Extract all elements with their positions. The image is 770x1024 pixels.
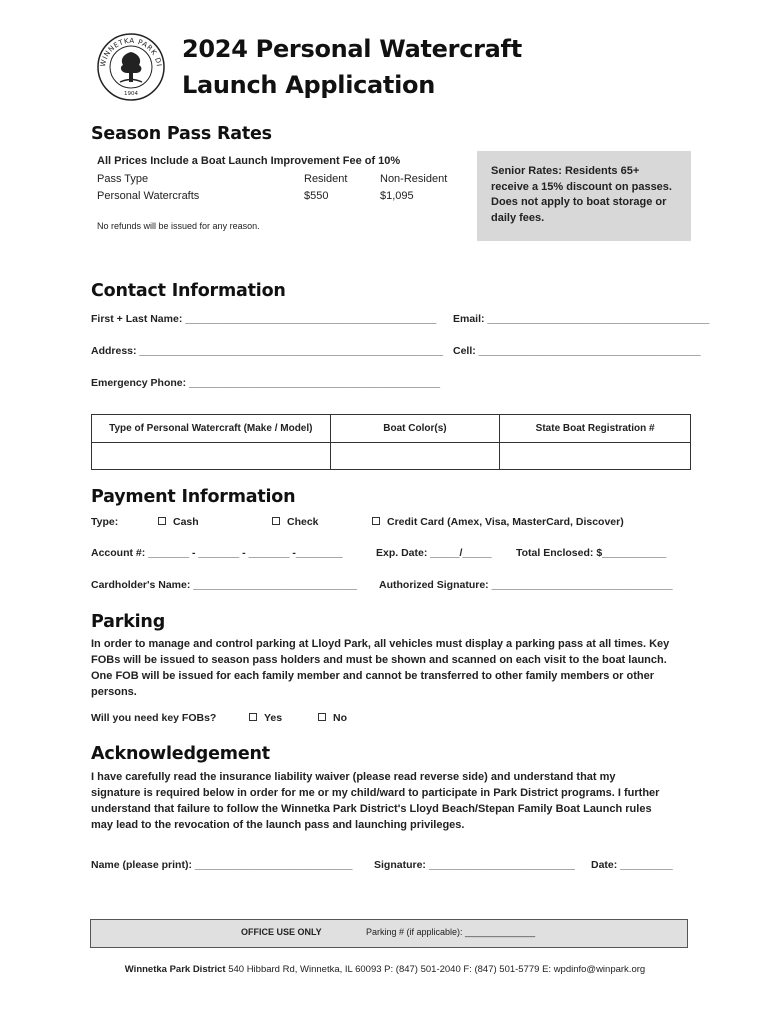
park-district-logo — [96, 32, 166, 102]
print-name-field[interactable]: Name (please print): ___________________________ — [91, 859, 353, 871]
refund-note: No refunds will be issued for any reason. — [97, 221, 260, 231]
row-pass-type: Personal Watercrafts — [97, 190, 200, 202]
parking-line-4: persons. — [91, 686, 137, 698]
parking-heading: Parking — [91, 612, 166, 632]
watercraft-table — [91, 414, 691, 470]
col-registration: State Boat Registration # — [500, 415, 691, 443]
footer-contact — [0, 964, 770, 975]
cell-field[interactable]: Cell: ______________________________________ — [453, 345, 701, 357]
exp-date-field[interactable]: Exp. Date: _____/_____ — [376, 547, 492, 559]
page-title-line1: 2024 Personal Watercraft — [182, 35, 522, 63]
fob-no-option[interactable] — [318, 712, 347, 724]
payment-heading: Payment Information — [91, 487, 296, 507]
boat-color-cell[interactable] — [330, 443, 500, 470]
fob-yes-label: Yes — [264, 712, 283, 724]
authorized-signature-field[interactable]: Authorized Signature: _______________________________ — [379, 579, 673, 591]
parking-line-2: FOBs will be issued to season pass holders and must be shown and scanned on each visit to the boat launch. — [91, 654, 667, 666]
col-resident: Resident — [304, 173, 348, 185]
cash-checkbox-icon[interactable] — [158, 517, 166, 525]
ack-line-4: may lead to the revocation of the launch pass and launching privileges. — [91, 819, 465, 831]
row-non-resident-price: $1,095 — [380, 190, 414, 202]
email-field[interactable]: Email: ______________________________________ — [453, 313, 710, 325]
ack-line-3: understand that failure to follow the Winnetka Park District's Lloyd Beach/Stepan Family Boat Launch rules — [91, 803, 652, 815]
acknowledgement-heading: Acknowledgement — [91, 744, 270, 764]
fob-yes-checkbox-icon[interactable] — [249, 713, 257, 721]
contact-heading: Contact Information — [91, 281, 286, 301]
fob-no-checkbox-icon[interactable] — [318, 713, 326, 721]
logo-ring-text: WINNETKA PARK DI — [98, 36, 163, 68]
office-use-box — [90, 919, 688, 948]
account-number-field[interactable]: Account #: _______ - _______ - _______ -________ — [91, 547, 343, 559]
cash-option[interactable] — [158, 516, 199, 528]
payment-type-label: Type: — [91, 516, 119, 528]
check-label: Check — [287, 516, 319, 528]
check-option[interactable] — [272, 516, 319, 528]
cardholder-name-field[interactable]: Cardholder's Name: ____________________________ — [91, 579, 357, 591]
watercraft-type-cell[interactable] — [92, 443, 331, 470]
check-checkbox-icon[interactable] — [272, 517, 280, 525]
fob-question: Will you need key FOBs? — [91, 712, 217, 724]
page-title-line2: Launch Application — [182, 71, 436, 99]
col-watercraft-type: Type of Personal Watercraft (Make / Model) — [92, 415, 331, 443]
name-field[interactable]: First + Last Name: ___________________________________________ — [91, 313, 437, 325]
address-field[interactable]: Address: ____________________________________________________ — [91, 345, 444, 357]
fob-no-label: No — [333, 712, 347, 724]
total-enclosed-field[interactable]: Total Enclosed: $___________ — [516, 547, 667, 559]
office-use-label: OFFICE USE ONLY — [241, 927, 322, 937]
footer-org: Winnetka Park District — [124, 964, 226, 975]
ack-line-2: signature is required below in order for me or my child/ward to participate in Park District programs. I further — [91, 787, 660, 799]
office-parking-number: Parking # (if applicable): ______________ — [366, 927, 536, 937]
parking-line-3: One FOB will be issued for each family member and cannot be transferred to other family members or other — [91, 670, 654, 682]
credit-checkbox-icon[interactable] — [372, 517, 380, 525]
row-resident-price: $550 — [304, 190, 329, 202]
signature-field[interactable]: Signature: _________________________ — [374, 859, 575, 871]
registration-cell[interactable] — [500, 443, 691, 470]
footer-address: 540 Hibbard Rd, Winnetka, IL 60093 P: (847) 501-2040 F: (847) 501-5779 E: wpdinfo@winpark.org — [225, 964, 646, 975]
fob-yes-option[interactable] — [249, 712, 282, 724]
parking-line-1: In order to manage and control parking at Lloyd Park, all vehicles must display a parking pass at all times. Key — [91, 638, 670, 650]
season-heading: Season Pass Rates — [91, 124, 272, 144]
senior-rates-box: Senior Rates: Residents 65+ receive a 15% discount on passes. Does not apply to boat storage or daily fees. — [477, 151, 691, 241]
col-boat-color: Boat Color(s) — [330, 415, 500, 443]
credit-label: Credit Card (Amex, Visa, MasterCard, Discover) — [387, 516, 624, 528]
emergency-phone-field[interactable]: Emergency Phone: ___________________________________________ — [91, 377, 441, 389]
credit-option[interactable] — [372, 516, 624, 528]
col-pass-type: Pass Type — [97, 173, 149, 185]
date-field[interactable]: Date: _________ — [591, 859, 673, 871]
col-non-resident: Non-Resident — [380, 173, 448, 185]
cash-label: Cash — [173, 516, 199, 528]
fee-note: All Prices Include a Boat Launch Improvement Fee of 10% — [97, 155, 401, 167]
logo-year: 1904 — [124, 91, 138, 97]
ack-line-1: I have carefully read the insurance liability waiver (please read reverse side) and understand that my — [91, 771, 616, 783]
